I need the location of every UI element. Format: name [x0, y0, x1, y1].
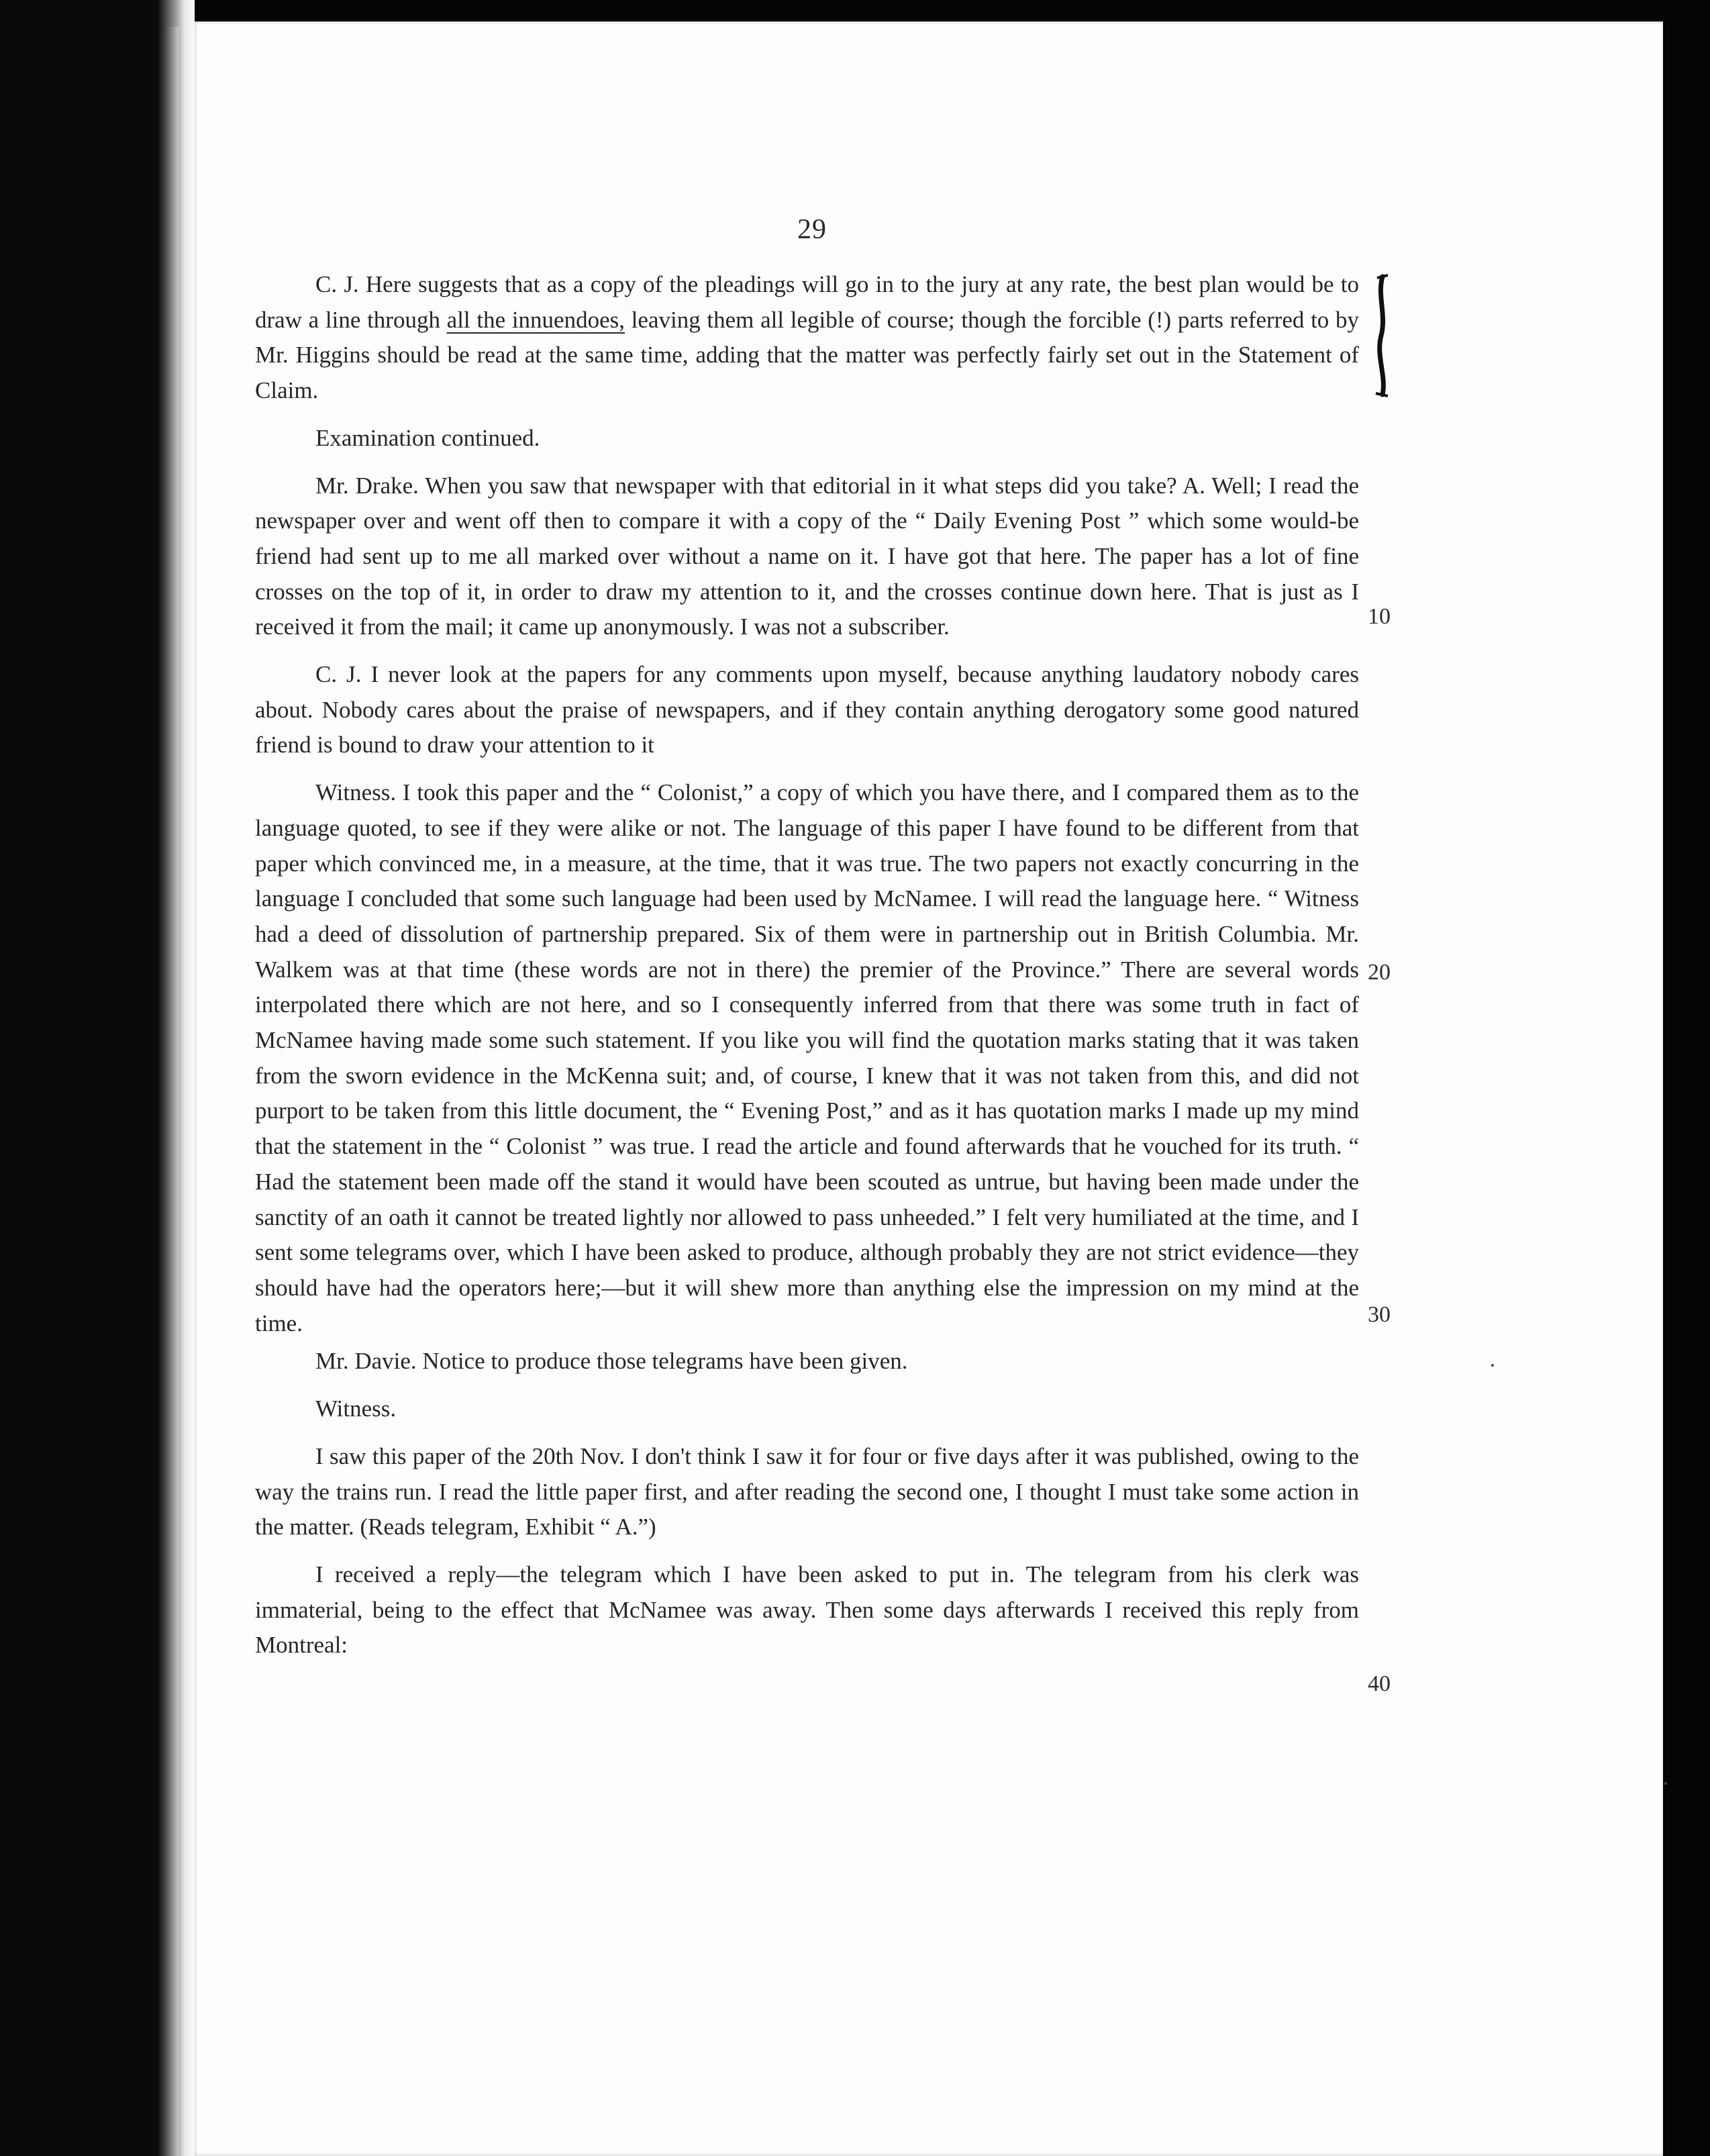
line-number-40: 40 — [1368, 1671, 1391, 1696]
line-number-10: 10 — [1368, 604, 1391, 629]
paragraph-received-reply: I received a reply—the telegram which I have been asked to put in. The telegram from his clerk was immaterial, being to the effect that McNamee was away. Then some days afterwards I received this reply from Montreal: — [255, 1561, 1359, 1659]
paragraph-chief-justice-suggestion: C. J. Here suggests that as a copy of the pleadings will go in to the jury at any rate, the best plan would be to draw a line through all the innuendoes, leaving them all legible of course; though the forcible (!) parts referred to by Mr. Higgins should be read at the same time, adding that the matter was perfectly fairly set out in the Statement of Claim. — [255, 271, 1359, 404]
paragraph-examination-continued: Examination continued. — [315, 424, 540, 451]
paragraph-witness-label: Witness. — [315, 1395, 397, 1422]
underlined-innuendoes: all the innuendoes, — [446, 306, 625, 333]
paragraph-witness-colonist: Witness. I took this paper and the “ Colonist,” a copy of which you have there, and I compared them as to the language quoted, to see if they were alike or not. The language of this paper I have found to be different from that paper which convinced me, in a measure, at the time, that it was true. The two papers not exactly concurring in the language I concluded that some such language had been used by McNamee. I will read the language here. “ Witness had a deed of dissolution of partnership prepared. Six of them were in partnership out in British Columbia. Mr. Walkem was at that time (these words are not in there) the premier of the Province.” There are several words interpolated there which are not here, and so I consequently inferred from that there was some truth in fact of McNamee having made some such statement. If you like you will find the quotation marks stating that it was taken from the sworn evidence in the McKenna suit; and, of course, I knew that it was not taken from this, and did not purport to be taken from this little document, the “ Evening Post,” and as it has quotation marks I made up my mind that the statement in the “ Colonist ” was true. I read the article and found afterwards that he vouched for its truth. “ Had the statement been made off the stand it would have been scouted as untrue, but having been made under the sanctity of an oath it cannot be treated lightly nor allowed to pass unheeded.” I felt very humiliated at the time, and I sent some telegrams over, which I have been asked to produce, although probably they are not strict evidence—they should have had the operators here;—but it will shew more than anything else the impression on my mind at the time. — [255, 779, 1359, 1336]
paragraph-chief-justice-papers: C. J. I never look at the papers for any comments upon myself, because anything laudatory nobody cares about. Nobody cares about the praise of newspapers, and if they contain anything derogatory some good natured friend is bound to draw your attention to it — [255, 661, 1359, 758]
line-number-30: 30 — [1368, 1302, 1391, 1327]
paragraph-mr-davie: Mr. Davie. Notice to produce those telegrams have been given. — [315, 1348, 908, 1375]
scan-speck — [1664, 1782, 1667, 1785]
margin-bracket-mark — [1369, 268, 1396, 403]
paragraph-witness-20th-nov: I saw this paper of the 20th Nov. I don't think I saw it for four or five days after it was published, owing to the way the trains run. I read the little paper first, and after reading the second one, I thought I must take some action in the matter. (Reads telegram, Exhibit “ A.”) — [255, 1442, 1359, 1540]
line-number-20: 20 — [1368, 960, 1391, 985]
scan-binding-edge — [0, 0, 195, 2156]
paragraph-mr-drake: Mr. Drake. When you saw that newspaper with that editorial in it what steps did you take? A. Well; I read the newspaper over and went off then to compare it with a copy of the “ Daily Evening Post ” which some would-be friend had sent up to me all marked over without a name on it. I have got that here. The paper has a lot of fine crosses on the top of it, in order to draw my attention to it, and the crosses continue down here. That is just as I received it from the mail; it came up anonymously. I was not a subscriber. — [255, 472, 1359, 640]
scan-speck — [1491, 1364, 1494, 1367]
binding-shadow — [166, 27, 179, 2156]
transcript-body — [255, 267, 1359, 1675]
page-number: 29 — [797, 214, 827, 245]
scan-right-border — [1663, 21, 1710, 2156]
